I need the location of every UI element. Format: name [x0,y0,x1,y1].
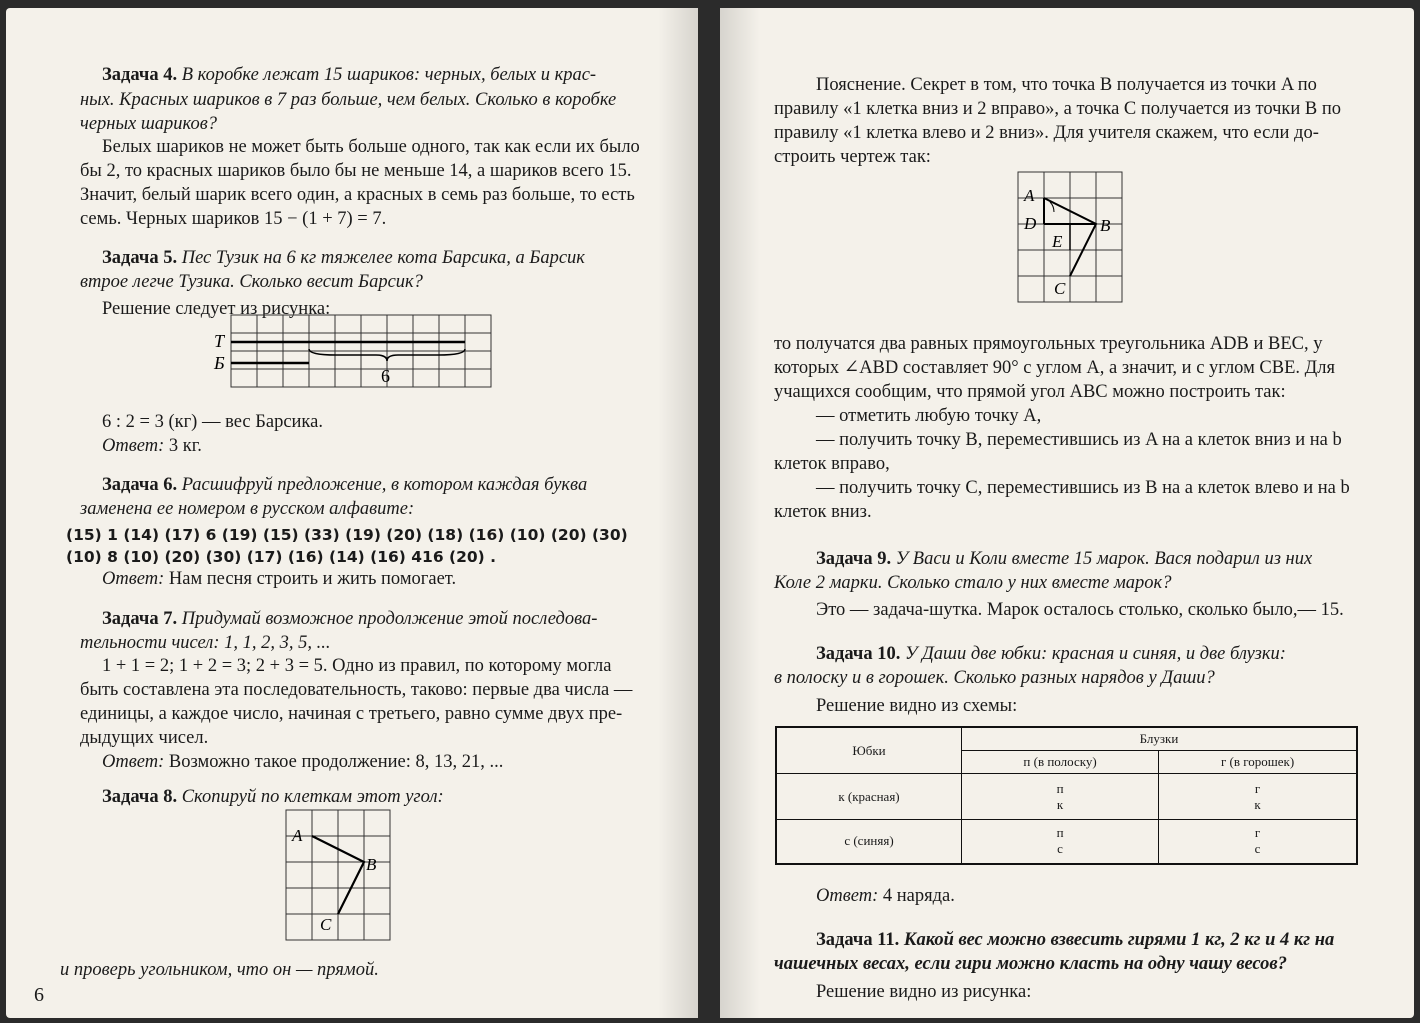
task9-title: Задача 9. [816,549,892,569]
task7-solution-line1: 1 + 1 = 2; 1 + 2 = 3; 2 + 3 = 5. Одно из правил, по которому могла [102,656,612,676]
fig-label-6: 6 [381,366,390,386]
task6-answer: Ответ: Нам песня строить и жить помогает. [102,569,457,589]
row-blue-skirt: с (синяя) [776,820,962,864]
fig-point-e: E [1052,232,1063,251]
explanation-line4: строить чертеж так: [774,147,931,167]
task5-calc: 6 : 2 = 3 (кг) — вес Барсика. [102,412,323,432]
angle-figure [276,808,396,948]
task9-question-line2: Коле 2 марки. Сколько стало у них вместе марок? [774,573,1172,593]
cell-blue-polka: г с [1159,820,1357,864]
fig-point-d: D [1024,214,1037,233]
task9-solution: Это — задача-шутка. Марок осталось столько, сколько было,— 15. [816,600,1344,620]
task10-question-line2: в полоску и в горошек. Сколько разных нарядов у Даши? [774,668,1215,688]
header-striped: п (в полоску) [962,751,1159,774]
spine-shadow [658,8,698,1018]
header-blouses: Блузки [962,727,1358,751]
header-skirts: Юбки [776,727,962,774]
tuzik-barsik-diagram [206,313,496,395]
row-red-skirt: к (красная) [776,774,962,820]
task11-question-line2: чашечных весах, если гири можно класть на одну чашу весов? [774,954,1287,974]
outfits-table [775,726,1358,865]
spine-shadow [720,8,760,1018]
task4-solution-line3: Значит, белый шарик всего один, а красных в семь раз больше, то есть [80,185,635,205]
task6-code-line1: (15) 1 (14) (17) 6 (19) (15) (33) (19) (20) (18) (16) (10) (20) (30) [66,526,628,544]
task8-question-line1: Задача 8. Скопируй по клеткам этот угол: [102,787,444,807]
fig-point-b: B [366,855,377,874]
fig-point-b: B [1100,216,1111,235]
explanation-line6: которых ∠ABD составляет 90° с углом A, а значит, и с углом CBE. Для [774,358,1335,378]
task5-question-line2: втрое легче Тузика. Сколько весит Барсик? [80,272,423,292]
task4-solution-line1: Белых шариков не может быть больше одного, так как если их было [102,137,640,157]
task4-question-line3: черных шариков? [80,114,218,134]
task4-solution-line2: бы 2, то красных шариков было бы не меньше 14, а шариков всего 15. [80,161,632,181]
fig-point-c: C [1054,279,1066,298]
task7-question-line1: Задача 7. Придумай возможное продолжение этой последова- [102,609,598,629]
right-page [720,8,1414,1018]
task4-title: Задача 4. [102,65,178,85]
task7-title: Задача 7. [102,609,178,629]
explanation-line9: — получить точку B, переместившись из A на a клеток вниз и на b [816,430,1342,450]
task4-question-line2: ных. Красных шариков в 7 раз больше, чем белых. Сколько в коробке [80,90,617,110]
task5-title: Задача 5. [102,248,178,268]
table-row [776,820,1357,864]
task7-question-line2: тельности чисел: 1, 1, 2, 3, 5, ... [80,633,331,653]
task10-title: Задача 10. [816,644,901,664]
task7-solution-line2: быть составлена эта последовательность, таково: первые два числа — [80,680,633,700]
fig-point-a: A [292,826,303,845]
task9-question-line1: Задача 9. У Васи и Коли вместе 15 марок. Вася подарил из них [816,549,1313,569]
explanation-line12: клеток вниз. [774,502,872,522]
explanation-line11: — получить точку C, переместившись из B на a клеток влево и на b [816,478,1350,498]
cell-red-striped: п к [962,774,1159,820]
task11-question-line1: Задача 11. Какой вес можно взвесить гирями 1 кг, 2 кг и 4 кг на [816,930,1335,950]
task6-question-line1: Задача 6. Расшифруй предложение, в котором каждая буква [102,475,588,495]
grid [231,315,491,387]
task11-solution-intro: Решение видно из рисунка: [816,982,1032,1002]
explanation-line8: — отметить любую точку A, [816,406,1042,426]
fig-point-a: A [1024,186,1035,205]
triangles-figure [1010,168,1130,308]
task11-title: Задача 11. [816,930,900,950]
task5-solution-intro: Решение следует из рисунка: [102,299,331,319]
explanation-line7: учащихся сообщим, что прямой угол ABC можно построить так: [774,382,1286,402]
task10-solution-intro: Решение видно из схемы: [816,696,1018,716]
task10-question-line1: Задача 10. У Даши две юбки: красная и синяя, и две блузки: [816,644,1286,664]
page-number: 6 [34,984,44,1006]
fig-label-b: Б [214,353,225,373]
task8-question-line2: и проверь угольником, что он — прямой. [60,960,379,980]
explanation-line5: то получатся два равных прямоугольных треугольника ADB и BEC, у [774,334,1323,354]
explanation-line1: Пояснение. Секрет в том, что точка B получается из точки A по [816,75,1317,95]
left-page [6,8,698,1018]
task5-question-line1: Задача 5. Пес Тузик на 6 кг тяжелее кота Барсика, а Барсик [102,248,585,268]
task5-answer: Ответ: 3 кг. [102,436,202,456]
explanation-line10: клеток вправо, [774,454,890,474]
task4-question-line1: Задача 4. В коробке лежат 15 шариков: черных, белых и крас- [102,65,597,85]
header-polka-dot: г (в горошек) [1159,751,1357,774]
fig-point-c: C [320,915,332,934]
task6-code-line2: (10) 8 (10) (20) (30) (17) (16) (14) (16) 416 (20) . [66,548,497,566]
task7-answer: Ответ: Возможно такое продолжение: 8, 13, 21, ... [102,752,504,772]
cell-blue-striped: п с [962,820,1159,864]
fig-label-t: Т [214,331,225,351]
task7-solution-line3: единицы, а каждое число, начиная с третьего, равно сумме двух пре- [80,704,623,724]
task6-question-line2: заменена ее номером в русском алфавите: [80,499,415,519]
explanation-line3: правилу «1 клетка влево и 2 вниз». Для учителя скажем, что если до- [774,123,1319,143]
task10-answer: Ответ: 4 наряда. [816,886,955,906]
table-row [776,774,1357,820]
cell-red-polka: г к [1159,774,1357,820]
task8-title: Задача 8. [102,787,178,807]
task6-title: Задача 6. [102,475,178,495]
task7-solution-line4: дыдущих чисел. [80,728,209,748]
explanation-line2: правилу «1 клетка вниз и 2 вправо», а точка C получается из точки B по [774,99,1342,119]
task4-solution-line4: семь. Черных шариков 15 − (1 + 7) = 7. [80,209,387,229]
